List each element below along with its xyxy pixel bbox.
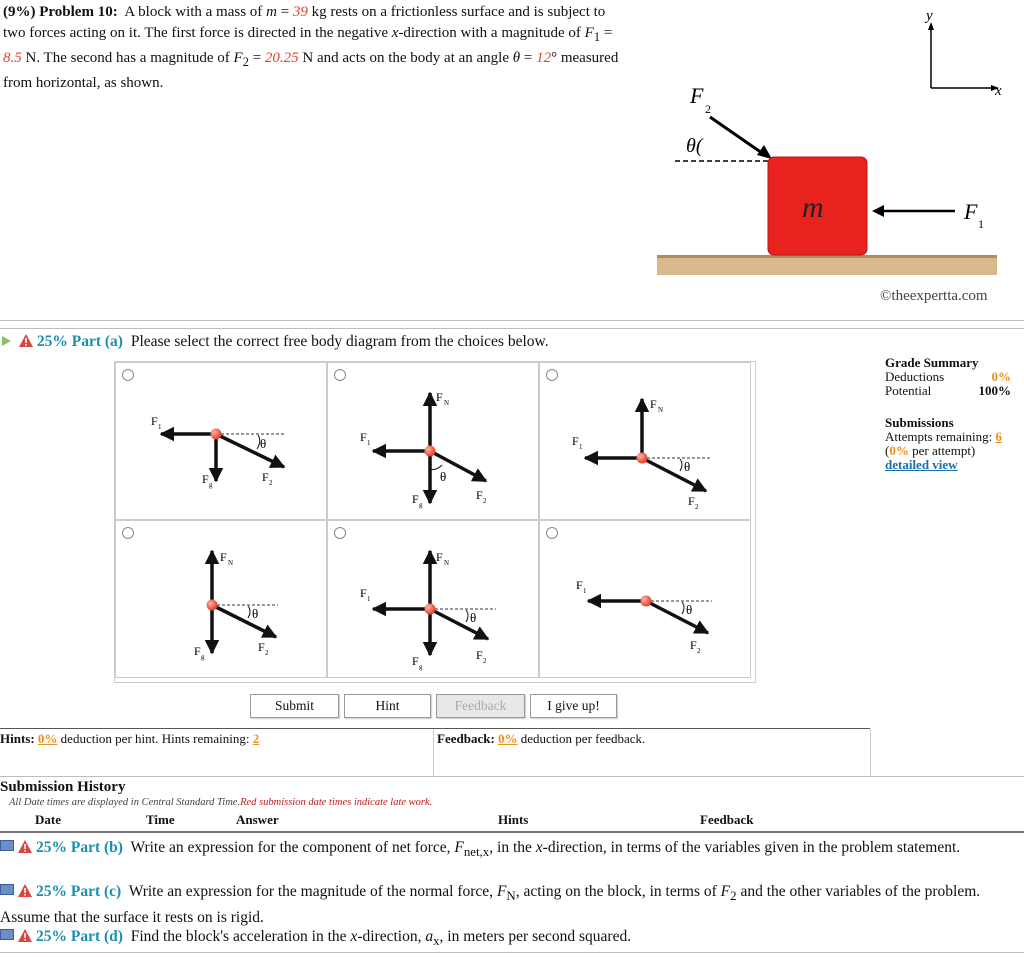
history-divider (0, 831, 1024, 833)
part-b-text: , in the (489, 839, 536, 856)
body-point (425, 446, 436, 457)
per-attempt-label: per attempt) (908, 443, 976, 458)
theta-value: 12 (536, 50, 552, 66)
theta-label: θ (440, 469, 447, 484)
problem-text: kg rests on a frictionless surface and is subject to two forces acting on it. The first force is directed in the negative (3, 4, 606, 41)
feedback-label: Feedback: (437, 731, 495, 746)
axis-x-label: x (995, 83, 1002, 99)
part-b-text: -direction, in terms of the variables given in the problem statement. (542, 839, 961, 856)
deductions-value: 0% (991, 369, 1011, 384)
equals: = (276, 4, 293, 20)
history-note-red: Red submission date times indicate late work. (240, 797, 433, 808)
divider (0, 328, 1024, 329)
warning-icon (19, 334, 33, 347)
mass-var: m (266, 4, 277, 20)
f2-sub: 2 (242, 55, 249, 69)
f2-arrow (710, 117, 762, 153)
fg-label: F (194, 644, 201, 658)
hint-button[interactable]: Hint (344, 694, 431, 718)
fbd-choice-5[interactable] (327, 520, 539, 678)
part-a-header (0, 331, 1015, 353)
fn-sub: N (444, 399, 450, 407)
mass-value: 39 (292, 4, 308, 20)
deductions-label: Deductions (885, 369, 945, 384)
choice-radio[interactable] (122, 369, 134, 381)
f2-vector (216, 434, 284, 467)
f2-label: F (258, 640, 265, 654)
equals: = (248, 50, 265, 66)
choice-radio[interactable] (334, 527, 346, 539)
collapsed-part-icon[interactable] (0, 840, 14, 851)
f1-label: F (964, 199, 978, 224)
column-hints: Hints (498, 812, 529, 827)
submissions-box (885, 416, 1020, 472)
f2-value: 20.25 (264, 50, 299, 66)
warning-icon (18, 929, 32, 942)
theta-label: θ (260, 436, 267, 451)
f2-var: F (233, 50, 243, 66)
body-point (425, 604, 436, 615)
var: x (535, 839, 543, 856)
x-var: x (391, 25, 399, 41)
part-a-label: Part (a) (71, 333, 123, 350)
var: F (454, 839, 464, 856)
potential-value: 100% (978, 383, 1011, 398)
history-note-text: All Date times are displayed in Central Standard Time. (9, 797, 241, 808)
divider (0, 320, 1024, 321)
choice-radio[interactable] (546, 369, 558, 381)
f1-sub: 1 (583, 587, 587, 595)
part-c-text: and the other variables of the problem. Assume that the surface it rests on is rigid. (0, 883, 981, 927)
f2-sub: 2 (483, 497, 487, 505)
mass-label: m (802, 191, 824, 224)
theta-label: θ (470, 610, 477, 625)
sub: x (433, 933, 440, 949)
panel-divider (433, 729, 434, 776)
grade-summary (885, 356, 1011, 398)
sub: N (506, 888, 516, 904)
fn-label: F (436, 550, 443, 564)
f1-sub: 1 (579, 443, 583, 451)
attempts-row (885, 430, 1020, 444)
problem-statement (3, 2, 623, 94)
sub: net,x (463, 844, 490, 860)
var: F (496, 883, 507, 900)
part-d-percent: 25% (36, 928, 67, 945)
f2-sub: 2 (483, 657, 487, 665)
problem-number: Problem 10: (39, 4, 118, 20)
f2-vector (430, 451, 486, 481)
attempts-value: 6 (995, 429, 1002, 444)
fg-label: F (412, 654, 419, 668)
fbd-diagram (540, 521, 752, 679)
deductions-row (885, 370, 1011, 384)
fg-sub: g (209, 481, 213, 489)
feedback-info (437, 731, 645, 747)
fbd-choice-2[interactable] (327, 362, 539, 520)
problem-text: N and acts on the body at an angle (298, 50, 513, 66)
fg-label: F (412, 492, 419, 506)
f1-label-sub: 1 (978, 217, 984, 231)
f1-sub: 1 (367, 595, 371, 603)
fg-sub: g (201, 653, 205, 661)
theta-label: θ (252, 606, 259, 621)
column-date: Date (35, 812, 61, 827)
potential-row (885, 384, 1011, 398)
divider (0, 776, 1024, 777)
feedback-text: deduction per feedback. (517, 731, 646, 746)
part-c[interactable] (0, 881, 1015, 929)
theta-label: θ( (686, 135, 703, 157)
fbd-diagram (116, 363, 328, 521)
f2-sub: 2 (269, 479, 273, 487)
fbd-diagram (540, 363, 752, 521)
var: a (425, 928, 434, 945)
grade-summary-title: Grade Summary (885, 355, 979, 370)
hints-value: 0% (37, 731, 58, 746)
part-d-text: , in meters per second squared. (439, 928, 632, 945)
part-d-text: -direction, (357, 928, 426, 945)
f1-label: F (360, 430, 367, 444)
f2-label: F (476, 488, 483, 502)
fn-label: F (650, 397, 657, 411)
fg-label: F (202, 472, 209, 486)
hints-text: deduction per hint. Hints remaining: (57, 731, 250, 746)
part-a-prompt: Please select the correct free body diagram from the choices below. (130, 333, 549, 350)
per-attempt-value: 0% (889, 443, 909, 458)
body-point (637, 453, 648, 464)
part-b-label: Part (b) (70, 839, 123, 856)
f1-sub: 1 (158, 423, 162, 431)
fbd-choice-6[interactable] (539, 520, 751, 678)
f2-arrowhead-icon (757, 145, 772, 159)
f1-label: F (360, 586, 367, 600)
var: x (350, 928, 358, 945)
problem-weight: (9%) (3, 4, 36, 20)
copyright: ©theexpertta.com (880, 288, 988, 304)
body-point (211, 429, 222, 440)
feedback-button[interactable]: Feedback (436, 694, 525, 718)
expand-arrow-icon[interactable] (2, 336, 11, 346)
f2-vector (642, 458, 706, 491)
give-up-button[interactable]: I give up! (530, 694, 617, 718)
f1-sub: 1 (593, 30, 601, 44)
f1-sub: 1 (367, 439, 371, 447)
part-d-label: Part (d) (70, 928, 123, 945)
fn-sub: N (444, 559, 450, 567)
column-time: Time (146, 812, 175, 827)
fbd-choice-1[interactable] (115, 362, 327, 520)
axis-y-label: y (926, 8, 933, 24)
fbd-diagram (328, 363, 540, 521)
collapsed-part-icon[interactable] (0, 884, 14, 895)
fn-sub: N (228, 559, 234, 567)
f1-value: 8.5 (3, 50, 22, 66)
paren: ( (885, 443, 890, 458)
problem-text: -direction with a magnitude of (398, 25, 585, 41)
attempts-label: Attempts remaining: (885, 429, 993, 444)
theta-label: θ (686, 602, 693, 617)
f2-vector (212, 605, 276, 637)
equals: = (600, 25, 613, 41)
choice-radio[interactable] (122, 527, 134, 539)
problem-text: A block with a mass of (124, 4, 267, 20)
sub: 2 (730, 888, 737, 904)
history-note (9, 797, 432, 808)
choice-radio[interactable] (546, 527, 558, 539)
fn-label: F (220, 550, 227, 564)
submission-history-title: Submission History (0, 779, 126, 795)
collapsed-part-icon[interactable] (0, 929, 14, 940)
fbd-diagram (328, 521, 540, 679)
f2-label: F (690, 638, 697, 652)
f2-label: F (688, 494, 695, 508)
fg-sub: g (419, 663, 423, 671)
f2-label: F (476, 648, 483, 662)
part-c-text: Write an expression for the magnitude of the normal force, (128, 883, 497, 900)
fbd-choice-4[interactable] (115, 520, 327, 678)
hints-info (0, 731, 259, 747)
f2-label: F (262, 470, 269, 484)
problem-figure (650, 0, 1024, 310)
theta-var: θ (512, 50, 521, 66)
fbd-choice-3[interactable] (539, 362, 751, 520)
choice-radio[interactable] (334, 369, 346, 381)
problem-text: N. The second has a magnitude of (21, 50, 234, 66)
fg-sub: g (419, 501, 423, 509)
fbd-diagram (116, 521, 328, 679)
submissions-title: Submissions (885, 415, 954, 430)
submit-button[interactable]: Submit (250, 694, 339, 718)
f2-label-sub: 2 (705, 102, 711, 116)
part-d-text: Find the block's acceleration in the (130, 928, 351, 945)
f2-vector (430, 609, 488, 639)
per-attempt-row (885, 444, 1020, 458)
axes-icon (928, 22, 999, 91)
divider (0, 952, 1024, 953)
body-point (641, 596, 652, 607)
f1-label: F (572, 434, 579, 448)
f1-var: F (584, 25, 594, 41)
f2-sub: 2 (265, 649, 269, 657)
problem-text: ° measured from horizontal, as shown. (3, 50, 619, 91)
f2-vector (646, 601, 708, 633)
part-a-percent: 25% (36, 333, 68, 350)
column-feedback: Feedback (700, 812, 754, 827)
part-c-percent: 25% (36, 883, 67, 900)
warning-icon (18, 884, 32, 897)
f1-label: F (151, 414, 158, 428)
column-answer: Answer (236, 812, 279, 827)
f2-label: F (690, 83, 704, 108)
potential-label: Potential (885, 383, 932, 398)
equals: = (520, 50, 537, 66)
hints-remaining: 2 (252, 731, 260, 746)
fn-sub: N (658, 406, 664, 414)
f1-arrowhead-icon (872, 205, 884, 217)
feedback-value: 0% (498, 731, 518, 746)
warning-icon (18, 840, 32, 853)
panel-divider (870, 729, 871, 776)
part-c-text: , acting on the block, in terms of (515, 883, 721, 900)
part-c-label: Part (c) (70, 883, 122, 900)
f2-sub: 2 (695, 503, 699, 511)
part-d[interactable] (0, 926, 1015, 952)
part-b-percent: 25% (36, 839, 67, 856)
f1-label: F (576, 578, 583, 592)
part-b-text: Write an expression for the component of net force, (130, 839, 455, 856)
detailed-view-link[interactable]: detailed view (885, 457, 958, 472)
var: F (720, 883, 731, 900)
part-b[interactable] (0, 837, 1015, 863)
f2-sub: 2 (697, 647, 701, 655)
theta-label: θ (684, 459, 691, 474)
fn-label: F (436, 390, 443, 404)
body-point (207, 600, 218, 611)
hints-label: Hints: (0, 731, 35, 746)
